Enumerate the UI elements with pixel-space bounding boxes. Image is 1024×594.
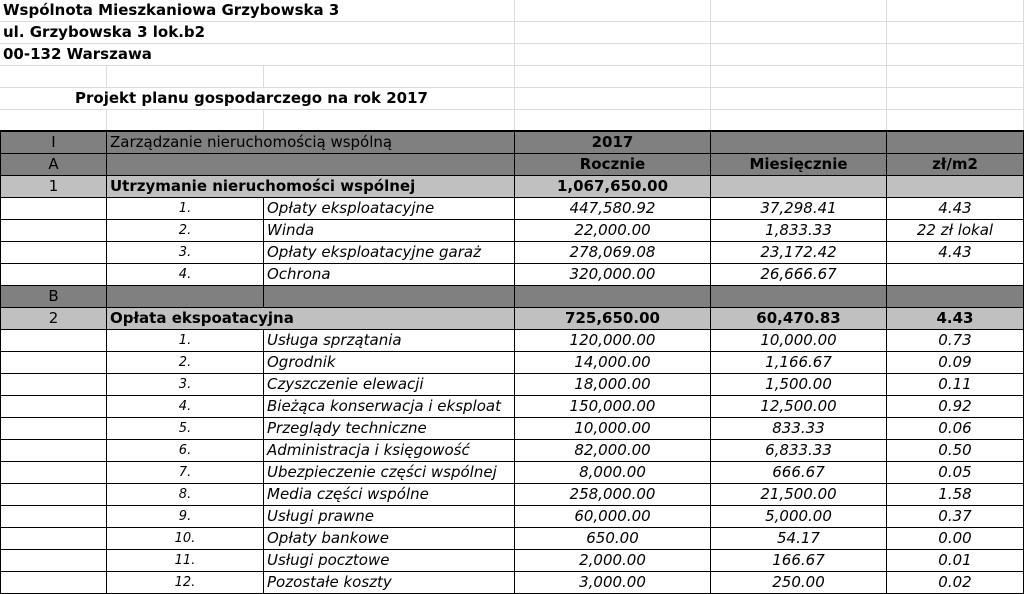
empty-cell[interactable] — [264, 66, 515, 88]
item-annual[interactable]: 10,000.00 — [515, 418, 711, 440]
item-number[interactable]: 1. — [107, 198, 264, 220]
table-row — [0, 352, 1024, 374]
item-name[interactable]: Usługa sprzątania — [264, 330, 515, 352]
empty-cell[interactable] — [0, 572, 107, 594]
table-row — [0, 572, 1024, 594]
item-name[interactable]: Opłaty bankowe — [264, 528, 515, 550]
item-per-m2[interactable]: 4.43 — [887, 242, 1024, 264]
item-annual[interactable]: 320,000.00 — [515, 264, 711, 286]
item-monthly[interactable]: 250.00 — [711, 572, 887, 594]
empty-cell[interactable] — [0, 330, 107, 352]
empty-cell[interactable] — [0, 352, 107, 374]
empty-cell[interactable] — [107, 154, 515, 176]
item-name[interactable]: Ochrona — [264, 264, 515, 286]
org-name[interactable]: Wspólnota Mieszkaniowa Grzybowska 3 — [0, 0, 515, 22]
item-annual[interactable]: 82,000.00 — [515, 440, 711, 462]
item-annual[interactable]: 258,000.00 — [515, 484, 711, 506]
item-number[interactable]: 5. — [107, 418, 264, 440]
empty-cell[interactable] — [887, 44, 1024, 66]
empty-cell[interactable] — [887, 286, 1024, 308]
header-row-3 — [0, 44, 1024, 66]
section-year[interactable]: 2017 — [515, 132, 711, 154]
empty-cell[interactable] — [887, 132, 1024, 154]
table-row — [0, 220, 1024, 242]
item-number[interactable]: 3. — [107, 374, 264, 396]
item-name[interactable]: Opłaty eksploatacyjne — [264, 198, 515, 220]
empty-cell[interactable] — [0, 440, 107, 462]
table-row — [0, 374, 1024, 396]
item-number[interactable]: 2. — [107, 352, 264, 374]
empty-cell[interactable] — [0, 528, 107, 550]
empty-cell[interactable] — [515, 0, 711, 22]
item-annual[interactable]: 278,069.08 — [515, 242, 711, 264]
item-annual[interactable]: 3,000.00 — [515, 572, 711, 594]
item-number[interactable]: 10. — [107, 528, 264, 550]
empty-cell[interactable] — [0, 506, 107, 528]
item-monthly[interactable]: 1,500.00 — [711, 374, 887, 396]
empty-cell[interactable] — [0, 220, 107, 242]
empty-cell[interactable] — [0, 462, 107, 484]
table-row — [0, 242, 1024, 264]
group-annual[interactable]: 725,650.00 — [515, 308, 711, 330]
item-monthly[interactable]: 12,500.00 — [711, 396, 887, 418]
item-number[interactable]: 4. — [107, 264, 264, 286]
empty-cell[interactable] — [264, 286, 515, 308]
item-per-m2[interactable]: 0.92 — [887, 396, 1024, 418]
empty-cell[interactable] — [515, 66, 711, 88]
empty-cell[interactable] — [887, 66, 1024, 88]
empty-cell[interactable] — [711, 44, 887, 66]
empty-cell[interactable] — [711, 66, 887, 88]
item-monthly[interactable]: 1,166.67 — [711, 352, 887, 374]
group-2-row — [0, 308, 1024, 330]
table-row — [0, 330, 1024, 352]
item-number[interactable]: 7. — [107, 462, 264, 484]
empty-cell[interactable] — [887, 0, 1024, 22]
group-annual[interactable]: 1,067,650.00 — [515, 176, 711, 198]
empty-cell[interactable] — [0, 264, 107, 286]
item-number[interactable]: 12. — [107, 572, 264, 594]
table-row — [0, 440, 1024, 462]
empty-cell[interactable] — [264, 110, 515, 131]
item-name[interactable]: Przeglądy techniczne — [264, 418, 515, 440]
empty-cell[interactable] — [0, 484, 107, 506]
group-code[interactable]: 1 — [0, 176, 107, 198]
item-annual[interactable]: 650.00 — [515, 528, 711, 550]
item-name[interactable]: Czyszczenie elewacji — [264, 374, 515, 396]
item-per-m2[interactable]: 1.58 — [887, 484, 1024, 506]
item-number[interactable]: 3. — [107, 242, 264, 264]
empty-cell[interactable] — [0, 66, 107, 88]
item-monthly[interactable]: 6,833.33 — [711, 440, 887, 462]
empty-cell[interactable] — [0, 374, 107, 396]
empty-cell[interactable] — [515, 88, 711, 110]
item-annual[interactable]: 120,000.00 — [515, 330, 711, 352]
header-row-5 — [0, 88, 1024, 110]
item-monthly[interactable]: 5,000.00 — [711, 506, 887, 528]
header-row-4 — [0, 66, 1024, 88]
item-annual[interactable]: 60,000.00 — [515, 506, 711, 528]
item-per-m2[interactable]: 4.43 — [887, 198, 1024, 220]
group-title[interactable]: Utrzymanie nieruchomości wspólnej — [107, 176, 515, 198]
item-per-m2[interactable]: 0.09 — [887, 352, 1024, 374]
group-per-m2[interactable]: 4.43 — [887, 308, 1024, 330]
empty-cell[interactable] — [107, 66, 264, 88]
section-a-row — [0, 154, 1024, 176]
empty-cell[interactable] — [887, 110, 1024, 131]
item-number[interactable]: 6. — [107, 440, 264, 462]
empty-cell[interactable] — [711, 176, 887, 198]
group-title[interactable]: Opłata ekspoatacyjna — [107, 308, 515, 330]
item-per-m2[interactable]: 0.06 — [887, 418, 1024, 440]
column-header-annual[interactable]: Rocznie — [515, 154, 711, 176]
item-monthly[interactable]: 21,500.00 — [711, 484, 887, 506]
item-annual[interactable]: 18,000.00 — [515, 374, 711, 396]
empty-cell[interactable] — [515, 44, 711, 66]
plan-title[interactable]: Projekt planu gospodarczego na rok 2017 — [0, 88, 515, 110]
org-address[interactable]: ul. Grzybowska 3 lok.b2 — [0, 22, 515, 44]
empty-cell[interactable] — [711, 88, 887, 110]
empty-cell[interactable] — [887, 22, 1024, 44]
header-row-6 — [0, 110, 1024, 131]
item-name[interactable]: Ubezpieczenie części wspólnej — [264, 462, 515, 484]
table-row — [0, 264, 1024, 286]
item-per-m2[interactable]: 0.11 — [887, 374, 1024, 396]
empty-cell[interactable] — [107, 286, 264, 308]
item-monthly[interactable]: 666.67 — [711, 462, 887, 484]
item-number[interactable]: 11. — [107, 550, 264, 572]
item-number[interactable]: 2. — [107, 220, 264, 242]
table-row — [0, 462, 1024, 484]
group-code[interactable]: 2 — [0, 308, 107, 330]
item-per-m2[interactable]: 0.05 — [887, 462, 1024, 484]
section-code[interactable]: A — [0, 154, 107, 176]
item-monthly[interactable]: 10,000.00 — [711, 330, 887, 352]
item-number[interactable]: 1. — [107, 330, 264, 352]
table-row — [0, 528, 1024, 550]
item-monthly[interactable]: 26,666.67 — [711, 264, 887, 286]
section-title[interactable]: Zarządzanie nieruchomością wspólną — [107, 132, 515, 154]
empty-cell[interactable] — [0, 198, 107, 220]
table-row — [0, 418, 1024, 440]
item-per-m2[interactable]: 0.50 — [887, 440, 1024, 462]
empty-cell[interactable] — [0, 396, 107, 418]
empty-cell[interactable] — [0, 110, 107, 131]
section-code[interactable]: B — [0, 286, 107, 308]
table-row — [0, 550, 1024, 572]
item-annual[interactable]: 150,000.00 — [515, 396, 711, 418]
section-i-row — [0, 132, 1024, 154]
item-name[interactable]: Ogrodnik — [264, 352, 515, 374]
empty-cell[interactable] — [0, 418, 107, 440]
empty-cell[interactable] — [515, 286, 711, 308]
item-name[interactable]: Administracja i księgowość — [264, 440, 515, 462]
item-number[interactable]: 8. — [107, 484, 264, 506]
item-name[interactable]: Usługi pocztowe — [264, 550, 515, 572]
item-monthly[interactable]: 54.17 — [711, 528, 887, 550]
item-per-m2[interactable]: 0.00 — [887, 528, 1024, 550]
item-per-m2[interactable]: 22 zł lokal — [887, 220, 1024, 242]
item-name[interactable]: Pozostałe koszty — [264, 572, 515, 594]
section-code[interactable]: I — [0, 132, 107, 154]
column-header-per-m2[interactable]: zł/m2 — [887, 154, 1024, 176]
item-name[interactable]: Opłaty eksploatacyjne garaż — [264, 242, 515, 264]
item-name[interactable]: Bieżąca konserwacja i eksploat — [264, 396, 515, 418]
item-number[interactable]: 9. — [107, 506, 264, 528]
empty-cell[interactable] — [515, 22, 711, 44]
empty-cell[interactable] — [887, 176, 1024, 198]
empty-cell[interactable] — [711, 110, 887, 131]
table-row — [0, 506, 1024, 528]
group-monthly[interactable]: 60,470.83 — [711, 308, 887, 330]
group-1-row — [0, 176, 1024, 198]
empty-cell[interactable] — [0, 550, 107, 572]
item-monthly[interactable]: 23,172.42 — [711, 242, 887, 264]
item-number[interactable]: 4. — [107, 396, 264, 418]
empty-cell[interactable] — [711, 286, 887, 308]
item-annual[interactable]: 14,000.00 — [515, 352, 711, 374]
item-per-m2[interactable]: 0.73 — [887, 330, 1024, 352]
org-postcode[interactable]: 00-132 Warszawa — [0, 44, 515, 66]
item-per-m2[interactable]: 0.37 — [887, 506, 1024, 528]
item-name[interactable]: Winda — [264, 220, 515, 242]
table-row — [0, 198, 1024, 220]
item-monthly[interactable]: 833.33 — [711, 418, 887, 440]
item-annual[interactable]: 8,000.00 — [515, 462, 711, 484]
item-annual[interactable]: 2,000.00 — [515, 550, 711, 572]
empty-cell[interactable] — [0, 242, 107, 264]
header-row-2 — [0, 22, 1024, 44]
item-monthly[interactable]: 1,833.33 — [711, 220, 887, 242]
table-row — [0, 396, 1024, 418]
empty-cell[interactable] — [887, 88, 1024, 110]
empty-cell[interactable] — [711, 132, 887, 154]
item-annual[interactable]: 22,000.00 — [515, 220, 711, 242]
item-monthly[interactable]: 166.67 — [711, 550, 887, 572]
item-per-m2[interactable]: 0.01 — [887, 550, 1024, 572]
header-row-1 — [0, 0, 1024, 22]
empty-cell[interactable] — [515, 110, 711, 131]
item-monthly[interactable]: 37,298.41 — [711, 198, 887, 220]
item-per-m2[interactable]: 0.02 — [887, 572, 1024, 594]
item-name[interactable]: Media części wspólne — [264, 484, 515, 506]
item-annual[interactable]: 447,580.92 — [515, 198, 711, 220]
column-header-monthly[interactable]: Miesięcznie — [711, 154, 887, 176]
item-name[interactable]: Usługi prawne — [264, 506, 515, 528]
empty-cell[interactable] — [107, 110, 264, 131]
empty-cell[interactable] — [711, 0, 887, 22]
table-row — [0, 484, 1024, 506]
empty-cell[interactable] — [711, 22, 887, 44]
item-per-m2[interactable] — [887, 264, 1024, 286]
section-b-row — [0, 286, 1024, 308]
